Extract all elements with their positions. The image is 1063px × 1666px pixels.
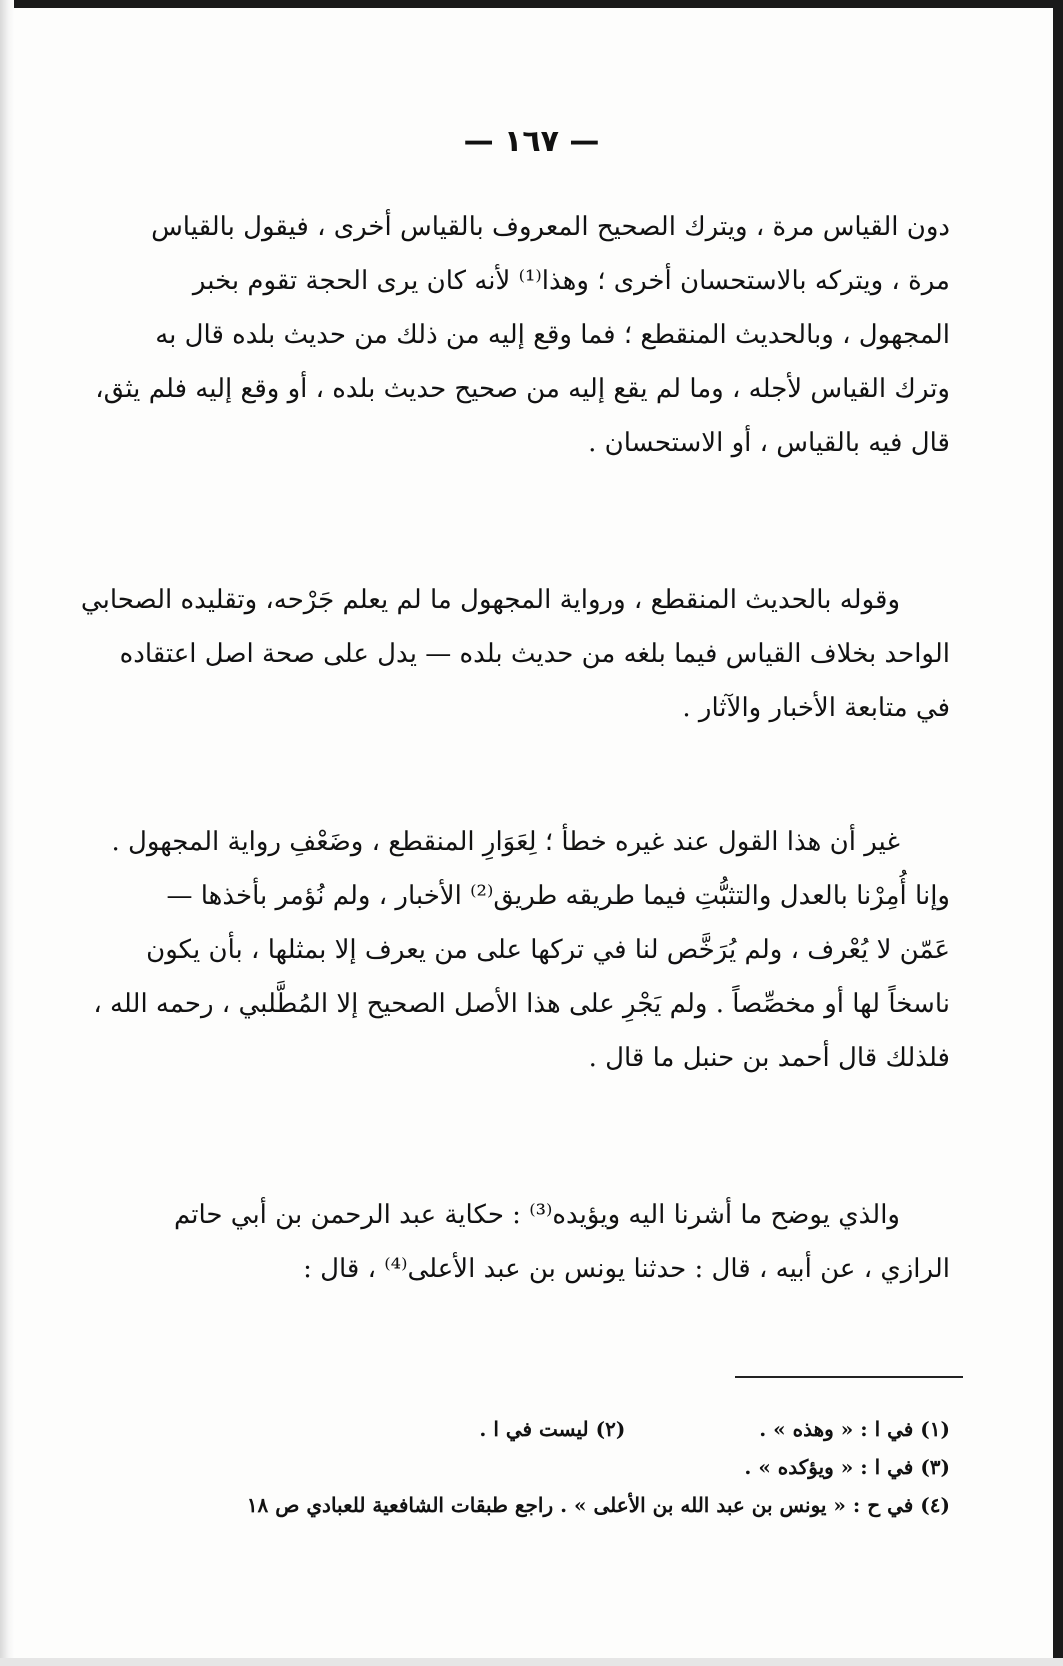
text-line: ناسخاً لها أو مخصِّصاً . ولم يَجْرِ على هذا الأصل الصحيح إلا المُطَّلبي ، رحمه الله ، bbox=[93, 989, 950, 1019]
scan-left-border bbox=[0, 0, 14, 1666]
paragraph-2 bbox=[80, 573, 950, 735]
text-line: في متابعة الأخبار والآثار . bbox=[682, 693, 950, 723]
text-line: والذي يوضح ما أشرنا اليه ويؤيده⁽³⁾ : حكاية عبد الرحمن بن أبي حاتم bbox=[173, 1200, 900, 1230]
scan-bottom-border bbox=[0, 1658, 1063, 1666]
text-line: وقوله بالحديث المنقطع ، ورواية المجهول ما لم يعلم جَرْحه، وتقليده الصحابي bbox=[80, 585, 900, 615]
text-line: وترك القياس لأجله ، وما لم يقع إليه من صحيح حديث بلده ، أو وقع إليه فلم يثق، bbox=[95, 374, 950, 404]
page-number: — ١٦٧ — bbox=[463, 124, 600, 159]
scan-right-border bbox=[1053, 0, 1063, 1666]
text-line: المجهول ، وبالحديث المنقطع ؛ فما وقع إليه من ذلك من حديث بلده قال به bbox=[155, 320, 950, 350]
text-line: عَمّن لا يُعْرف ، ولم يُرَخَّص لنا في تركها على من يعرف إلا بمثلها ، بأن يكون bbox=[146, 935, 950, 965]
text-line: الرازي ، عن أبيه ، قال : حدثنا يونس بن عبد الأعلى⁽⁴⁾ ، قال : bbox=[303, 1254, 950, 1284]
text-line: مرة ، ويتركه بالاستحسان أخرى ؛ وهذا⁽¹⁾ لأنه كان يرى الحجة تقوم بخبر bbox=[192, 266, 950, 296]
footnote-3: (٣) في ا : « ويؤكده » . bbox=[744, 1455, 950, 1479]
paragraph-1 bbox=[95, 200, 950, 470]
footnote-separator bbox=[735, 1376, 963, 1378]
scan-top-border bbox=[0, 0, 1063, 8]
text-line: قال فيه بالقياس ، أو الاستحسان . bbox=[588, 428, 950, 458]
footnote-2: (٢) ليست في ا . bbox=[479, 1417, 626, 1441]
footnotes bbox=[240, 1410, 950, 1524]
footnote-1: (١) في ا : « وهذه » . bbox=[759, 1417, 950, 1441]
text-line: دون القياس مرة ، ويترك الصحيح المعروف بالقياس أخرى ، فيقول بالقياس bbox=[151, 212, 950, 242]
text-line: غير أن هذا القول عند غيره خطأ ؛ لِعَوَارِ المنقطع ، وضَعْفِ رواية المجهول . bbox=[111, 827, 900, 857]
footnote-row bbox=[240, 1410, 950, 1448]
text-line: فلذلك قال أحمد بن حنبل ما قال . bbox=[588, 1043, 950, 1073]
footnote-4: (٤) في ح : « يونس بن عبد الله بن الأعلى » . راجع طبقات الشافعية للعبادي ص ١٨ bbox=[246, 1493, 950, 1517]
text-line: الواحد بخلاف القياس فيما بلغه من حديث بلده — يدل على صحة اصل اعتقاده bbox=[119, 639, 950, 669]
paragraph-4 bbox=[173, 1188, 950, 1296]
text-line: وإنا أُمِرْنا بالعدل والتثبُّتِ فيما طريقه طريق⁽²⁾ الأخبار ، ولم نُؤمر بأخذها — bbox=[166, 881, 950, 911]
paragraph-3 bbox=[93, 815, 950, 1085]
